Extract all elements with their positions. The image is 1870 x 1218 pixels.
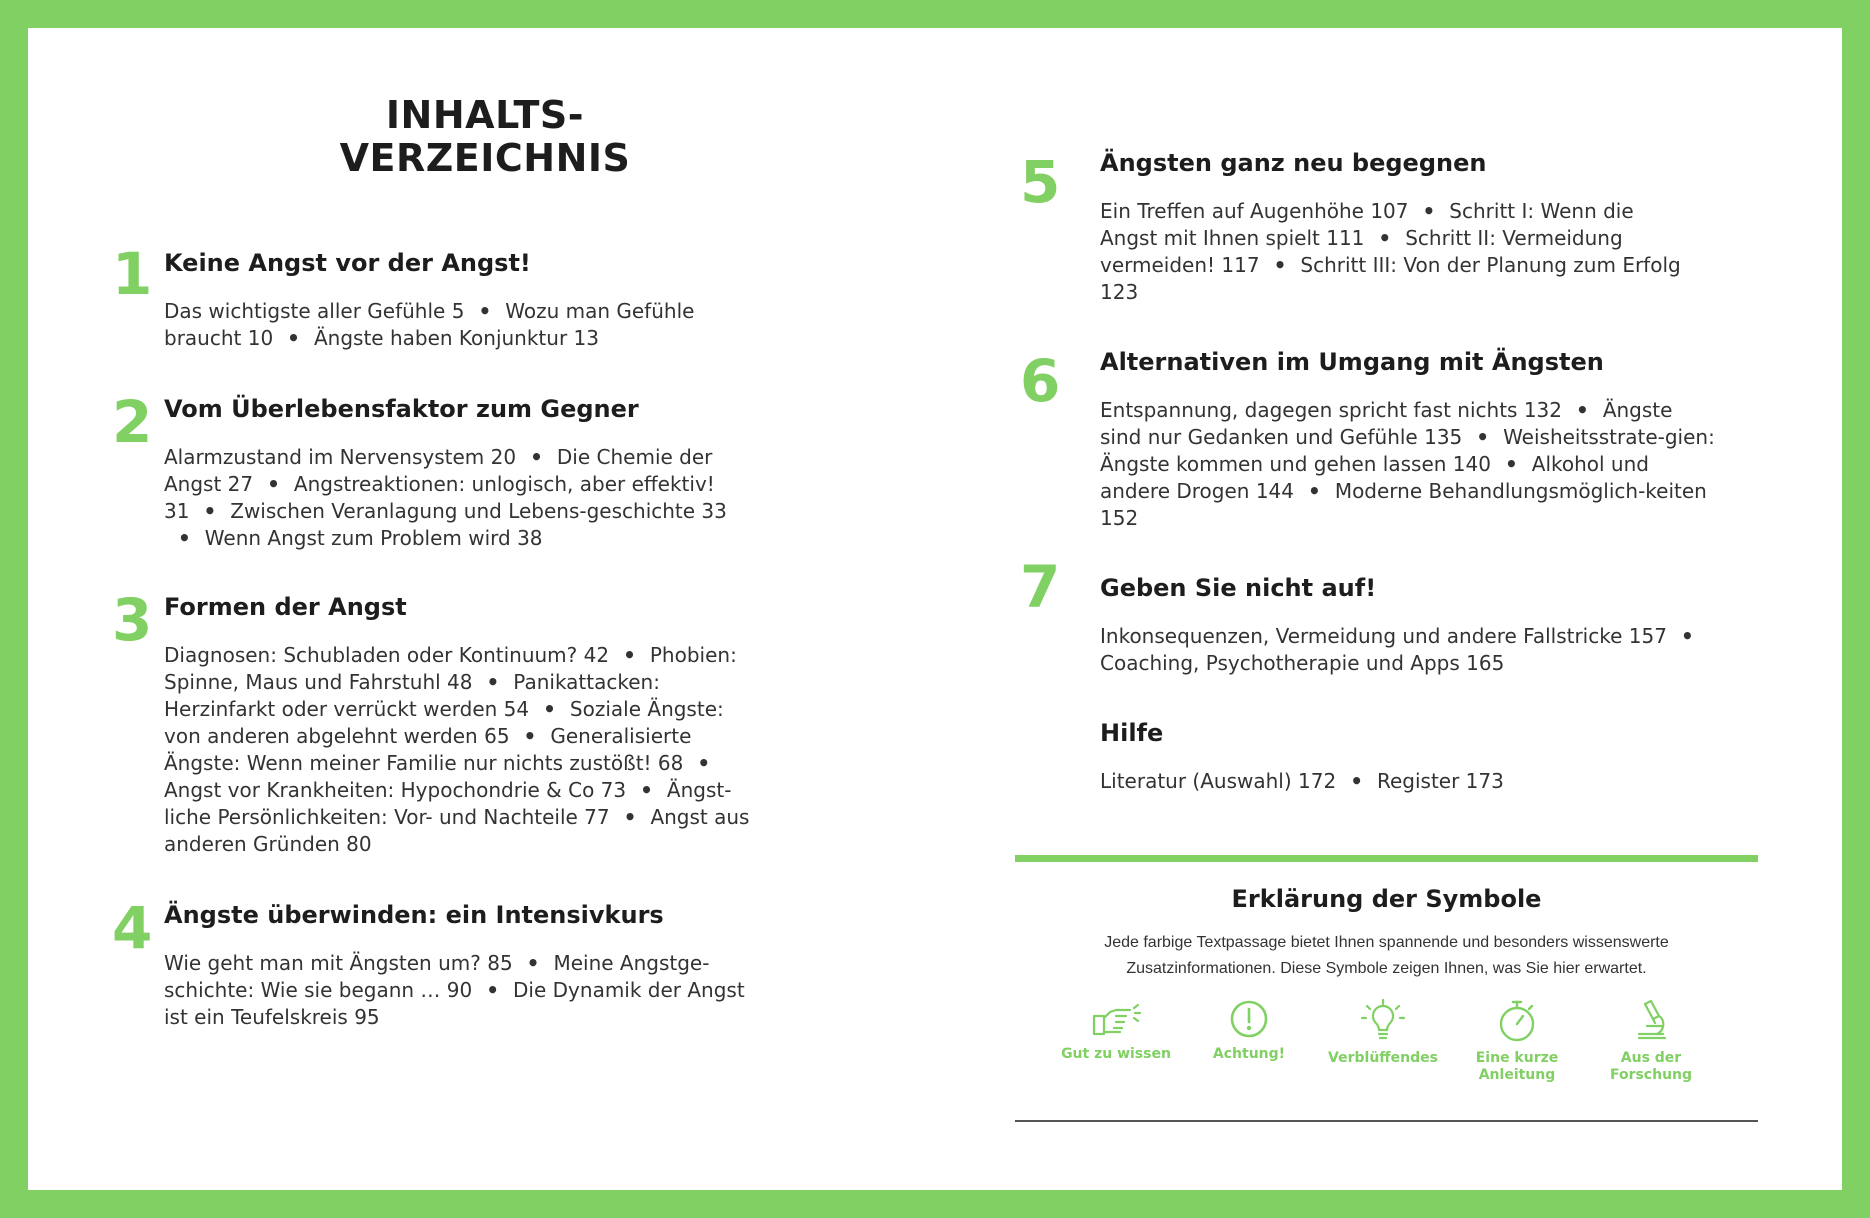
symbol-label: Aus der Forschung	[1609, 1050, 1693, 1083]
pointing-hand-icon	[1090, 998, 1142, 1040]
chapter-title: Ängste überwinden: ein Intensivkurs	[164, 901, 664, 929]
toc-entry: Entspannung, dagegen spricht fast nichts 132	[1100, 398, 1563, 422]
symbol-label: Gut zu wissen	[1061, 1046, 1171, 1062]
toc-entry: Angstreaktionen: unlogisch, aber effektiv! 31	[164, 472, 715, 523]
chapter-6	[1020, 347, 1740, 547]
legend-top-rule	[1015, 855, 1758, 862]
chapter-number: 3	[112, 586, 153, 654]
chapter-number: 2	[112, 388, 153, 456]
toc-entry: Coaching, Psychotherapie und Apps 165	[1100, 651, 1505, 675]
chapter-title: Hilfe	[1100, 719, 1164, 747]
toc-entry: Inkonsequenzen, Vermeidung und andere Fallstricke 157	[1100, 624, 1667, 648]
chapter-title: Vom Überlebensfaktor zum Gegner	[164, 395, 639, 423]
toc-entry: Weisheitsstrate-gien: Ängste kommen und gehen lassen 140	[1100, 425, 1715, 476]
symbol-verblueffendes	[1316, 998, 1450, 1067]
chapter-number: 5	[1020, 148, 1061, 216]
toc-entry: Generalisierte Ängste: Wenn meiner Familie nur nichts zustößt! 68	[164, 724, 692, 775]
exclamation-icon	[1223, 998, 1275, 1040]
toc-entry: Schritt I: Wenn die Angst mit Ihnen spielt 111	[1100, 199, 1634, 250]
toc-entry: Diagnosen: Schubladen oder Kontinuum? 42	[164, 643, 610, 667]
symbol-label: Eine kurze Anleitung	[1475, 1050, 1559, 1083]
chapter-1	[112, 240, 772, 358]
chapter-entries: Inkonsequenzen, Vermeidung und andere Fallstricke 157 •Coaching, Psychotherapie und Apps 165	[1100, 624, 1694, 675]
chapter-entries: Alarmzustand im Nervensystem 20 • Die Chemie der Angst 27 • Angstreaktionen: unlogisch, aber effektiv! 31 • Zwischen Veranlagung und Lebens-geschichte 33• Wenn Angst zum Problem wird 38	[164, 445, 727, 550]
chapter-2	[112, 388, 772, 564]
chapter-entries: Das wichtigste aller Gefühle 5 • Wozu man Gefühle braucht 10 • Ängste haben Konjunktur 13	[164, 299, 695, 350]
toc-entry: Die Chemie der Angst 27	[164, 445, 713, 496]
toc-entry: Angst aus anderen Gründen 80	[164, 805, 750, 856]
symbol-label: Verblüffendes	[1328, 1050, 1438, 1066]
symbol-achtung	[1182, 998, 1316, 1063]
chapter-entries: Literatur (Auswahl) 172 • Register 173	[1100, 769, 1504, 793]
toc-entry: Alarmzustand im Nervensystem 20	[164, 445, 517, 469]
toc-title: INHALTS- VERZEICHNIS	[339, 93, 631, 180]
microscope-icon	[1625, 998, 1677, 1044]
toc-entry: Das wichtigste aller Gefühle 5	[164, 299, 465, 323]
chapter-number: 6	[1020, 347, 1061, 415]
symbol-gut-zu-wissen	[1049, 998, 1183, 1063]
toc-entry: Wie geht man mit Ängsten um? 85	[164, 951, 513, 975]
toc-entry: Moderne Behandlungsmöglich-keiten 152	[1100, 479, 1707, 530]
chapter-number: 4	[112, 894, 153, 962]
chapter-hilfe	[1020, 718, 1740, 808]
legend-title: Erklärung der Symbole	[1231, 885, 1542, 913]
toc-entry: Ein Treffen auf Augenhöhe 107	[1100, 199, 1409, 223]
chapter-7	[1020, 553, 1740, 693]
chapter-title: Alternativen im Umgang mit Ängsten	[1100, 348, 1604, 376]
symbol-label: Achtung!	[1212, 1046, 1286, 1062]
toc-entry: Schritt II: Vermeidung vermeiden! 117	[1100, 226, 1623, 277]
legend-text: Jede farbige Textpassage bietet Ihnen spannende und besonders wissenswerte Zusatzinformationen. Diese Symbole zeigen Ihnen, was Sie hier erwartet.	[1104, 934, 1669, 977]
toc-entry: Meine Angstge-schichte: Wie sie begann … 90	[164, 951, 710, 1002]
toc-entry: Schritt III: Von der Planung zum Erfolg 123	[1100, 253, 1681, 304]
toc-entry: Phobien: Spinne, Maus und Fahrstuhl 48	[164, 643, 737, 694]
chapter-number: 7	[1020, 553, 1061, 621]
stopwatch-icon	[1491, 998, 1543, 1044]
legend-bottom-rule	[1015, 1120, 1758, 1122]
toc-entry: Ängste sind nur Gedanken und Gefühle 135	[1100, 398, 1673, 449]
toc-entry: Alkohol und andere Drogen 144	[1100, 452, 1649, 503]
toc-entry: Die Dynamik der Angst ist ein Teufelskreis 95	[164, 978, 745, 1029]
toc-entry: Ängste haben Konjunktur 13	[313, 326, 599, 350]
toc-entry: Ängst-liche Persönlichkeiten: Vor- und Nachteile 77	[164, 778, 732, 829]
lightbulb-icon	[1357, 998, 1409, 1044]
chapter-4	[112, 894, 772, 1040]
chapter-number: 1	[112, 240, 153, 308]
symbol-aus-der-forschung	[1584, 998, 1718, 1084]
symbol-eine-kurze-anleitung	[1450, 998, 1584, 1084]
toc-entry: Register 173	[1376, 769, 1504, 793]
chapter-entries: Diagnosen: Schubladen oder Kontinuum? 42 • Phobien: Spinne, Maus und Fahrstuhl 48 • Panikattacken: Herzinfarkt oder verrückt werden 54 • Soziale Ängste: von anderen abgelehnt werden 65 • Generalisierte Ängste: Wenn meiner Familie nur nichts zustößt! 68 •Angst vor Krankheiten: Hypochondrie & Co 73 • Ängst-liche Persönlichkeiten: Vor- und Nachteile 77 • Angst aus anderen Gründen 80	[164, 643, 750, 856]
chapter-entries: Wie geht man mit Ängsten um? 85 • Meine Angstge-schichte: Wie sie begann … 90 • Die Dynamik der Angst ist ein Teufelskreis 95	[164, 951, 745, 1029]
chapter-title: Keine Angst vor der Angst!	[164, 249, 531, 277]
toc-entry: Panikattacken: Herzinfarkt oder verrückt werden 54	[164, 670, 660, 721]
chapter-title: Geben Sie nicht auf!	[1100, 574, 1377, 602]
toc-entry: Zwischen Veranlagung und Lebens-geschichte 33	[230, 499, 727, 523]
toc-entry: Literatur (Auswahl) 172	[1100, 769, 1337, 793]
chapter-entries: Ein Treffen auf Augenhöhe 107 • Schritt I: Wenn die Angst mit Ihnen spielt 111 • Schritt II: Vermeidung vermeiden! 117 • Schritt III: Von der Planung zum Erfolg 123	[1100, 199, 1681, 304]
toc-entry: Soziale Ängste: von anderen abgelehnt werden 65	[164, 697, 724, 748]
toc-entry: Wozu man Gefühle braucht 10	[164, 299, 695, 350]
chapter-title: Formen der Angst	[164, 593, 407, 621]
chapter-3	[112, 586, 772, 862]
chapter-5	[1020, 148, 1740, 318]
toc-entry: Wenn Angst zum Problem wird 38	[204, 526, 543, 550]
chapter-title: Ängsten ganz neu begegnen	[1100, 149, 1487, 177]
toc-entry: Angst vor Krankheiten: Hypochondrie & Co 73	[164, 778, 627, 802]
chapter-entries: Entspannung, dagegen spricht fast nichts 132 • Ängste sind nur Gedanken und Gefühle 135 • Weisheitsstrate-gien: Ängste kommen und gehen lassen 140 • Alkohol und andere Drogen 144 • Moderne Behandlungsmöglich-keiten 152	[1100, 398, 1715, 530]
